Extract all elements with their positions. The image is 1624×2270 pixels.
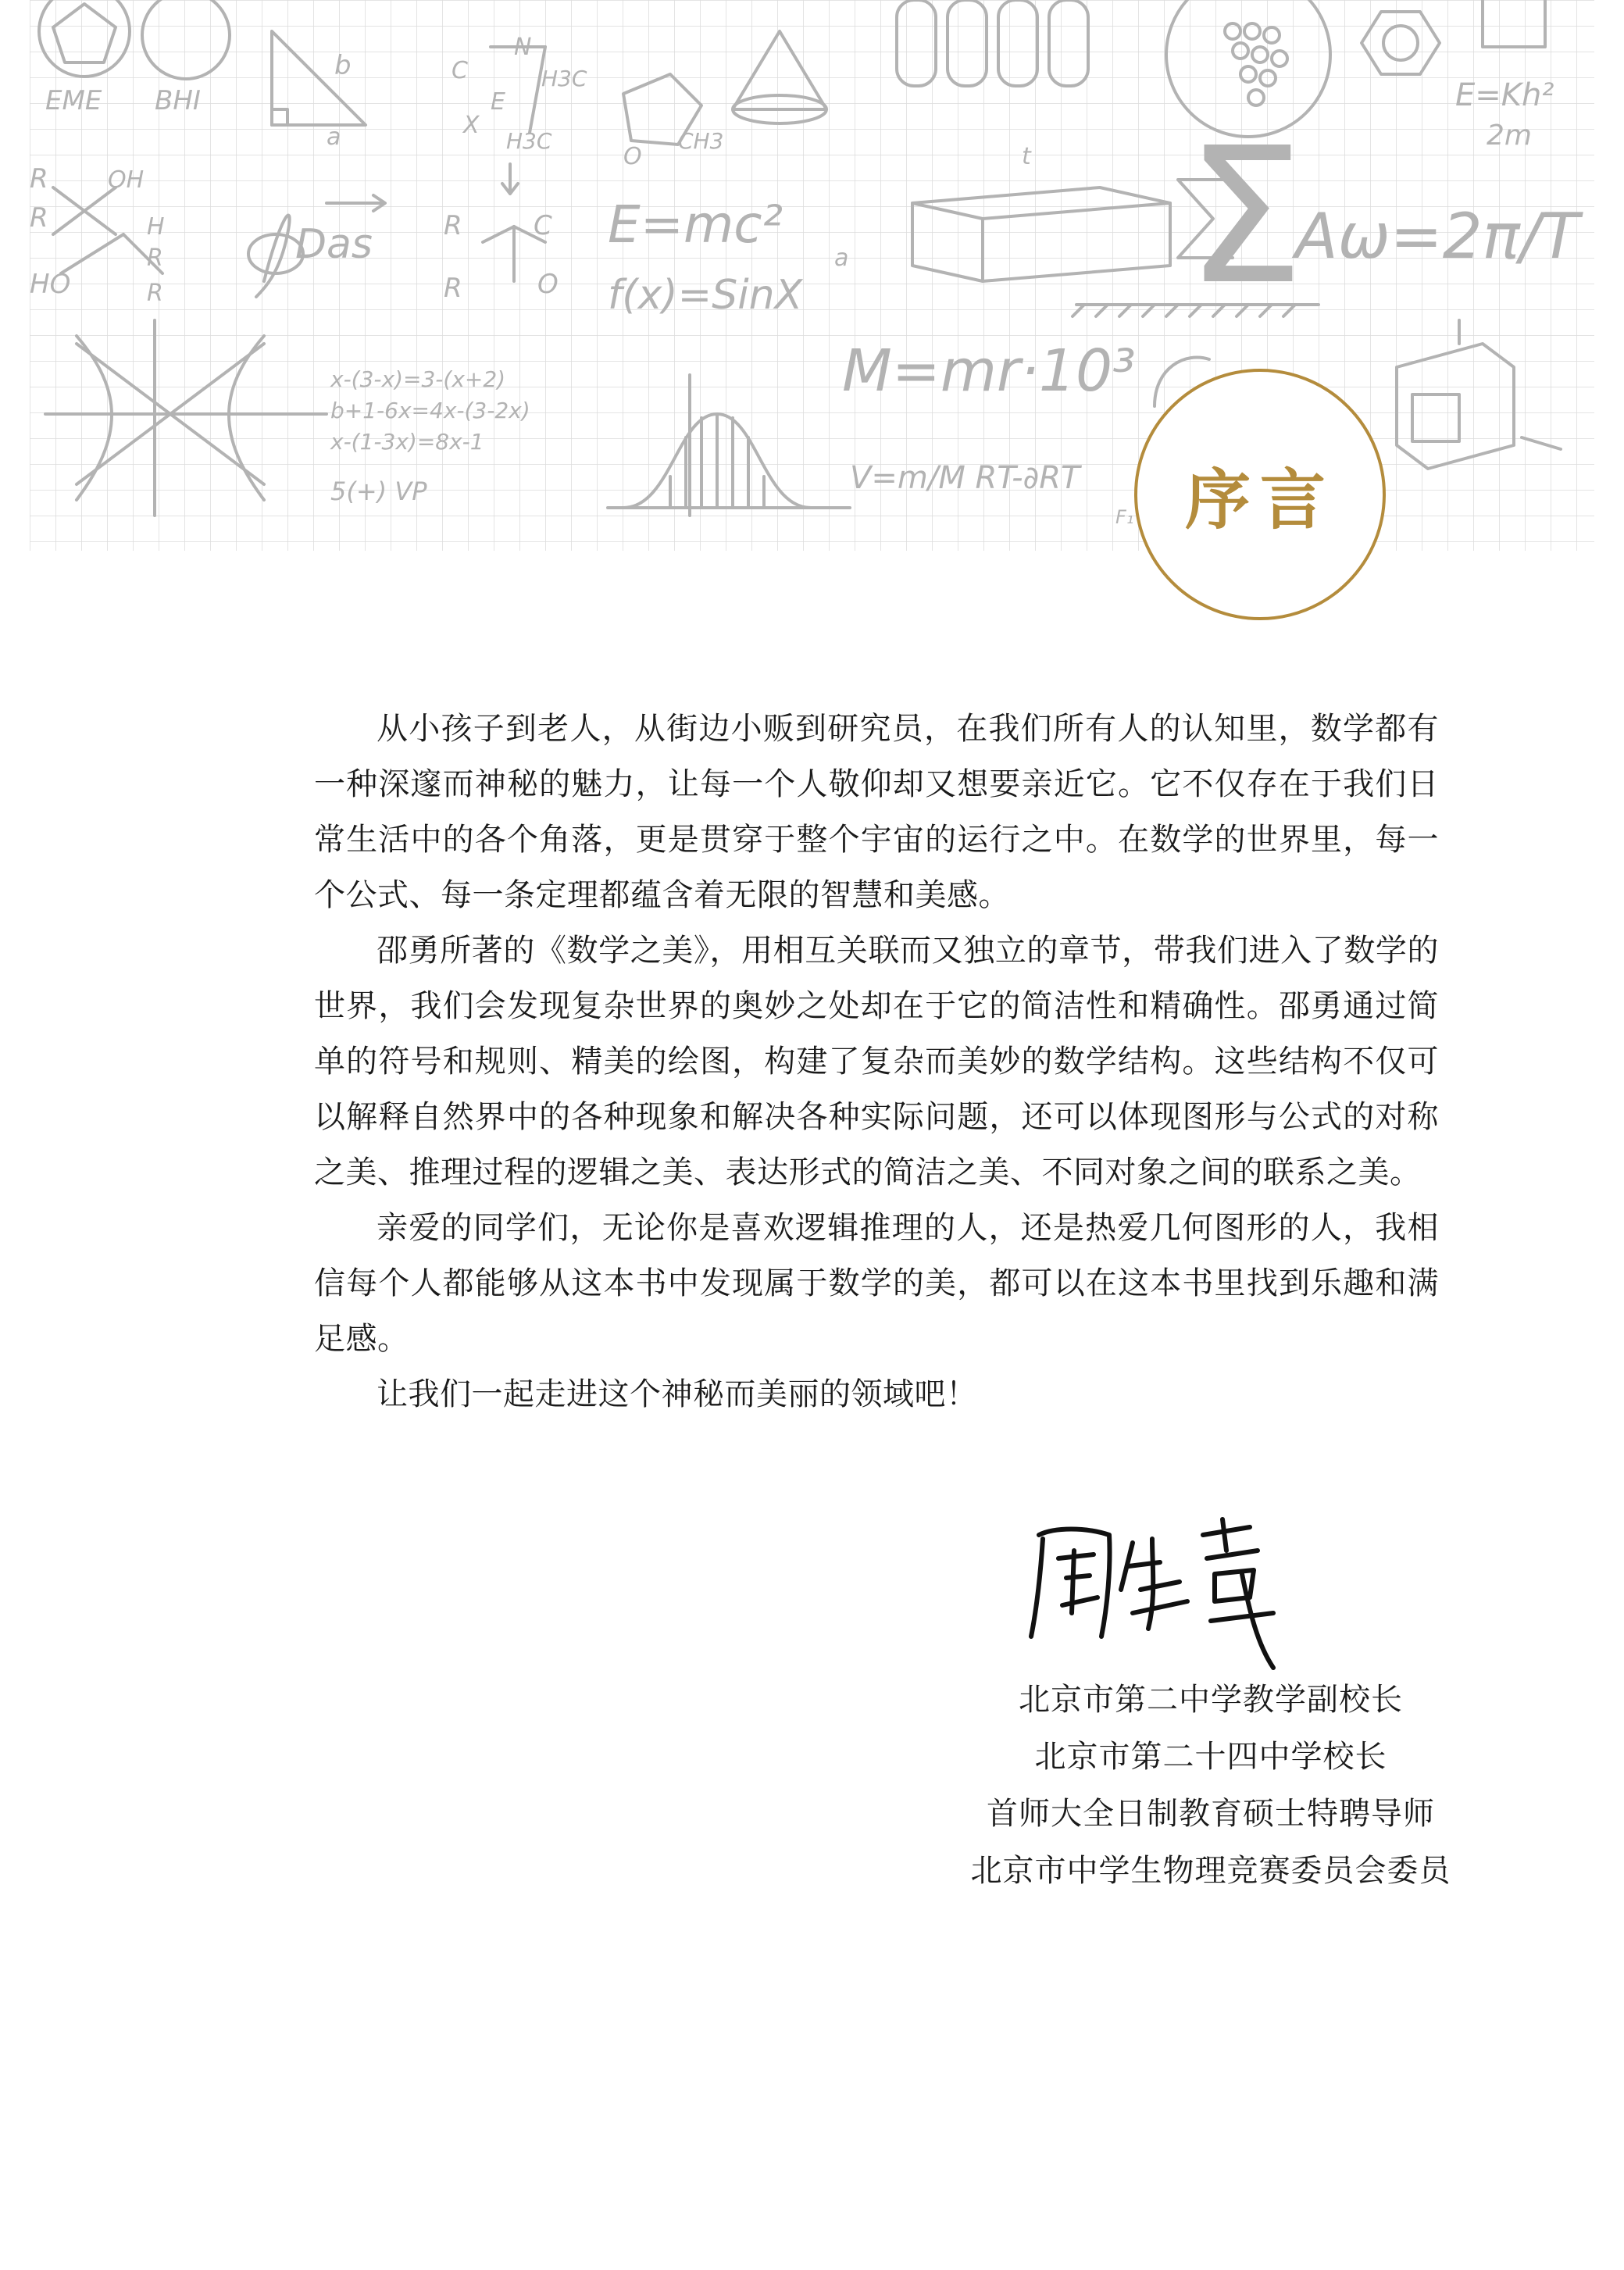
svg-text:t: t	[1022, 143, 1031, 170]
svg-text:x-(3-x)=3-(x+2): x-(3-x)=3-(x+2)	[330, 366, 506, 392]
author-title-2: 北京市第二十四中学校长	[1034, 1739, 1387, 1775]
svg-text:Aω=2π/T: Aω=2π/T	[1295, 200, 1579, 273]
svg-text:CH3: CH3	[678, 128, 724, 154]
svg-text:E=Kh²: E=Kh²	[1455, 77, 1554, 113]
title-badge	[1134, 369, 1386, 620]
svg-text:H: H	[147, 213, 165, 241]
svg-text:R: R	[30, 163, 48, 195]
svg-text:H3C: H3C	[541, 66, 587, 91]
svg-text:R: R	[147, 280, 163, 307]
author-title-4: 北京市中学生物理竞赛委员会委员	[970, 1853, 1451, 1889]
svg-text:C: C	[534, 210, 552, 241]
svg-text:F₁: F₁	[1115, 506, 1134, 528]
author-title-3: 首师大全日制教育硕士特聘导师	[987, 1796, 1435, 1832]
author-title-1: 北京市第二中学教学副校长	[1019, 1682, 1403, 1718]
paragraph-3: 亲爱的同学们，无论你是喜欢逻辑推理的人，还是热爱几何图形的人，我相信每个人都能够从这本书中发现属于数学的美，都可以在这本书里找到乐趣和满足感。	[314, 1210, 1439, 1357]
svg-text:V=m/M RT-∂RT: V=m/M RT-∂RT	[850, 460, 1080, 496]
svg-text:R: R	[147, 244, 163, 272]
svg-text:x-(1-3x)=8x-1: x-(1-3x)=8x-1	[330, 429, 484, 455]
svg-text:Σ: Σ	[1186, 107, 1305, 326]
svg-text:N: N	[514, 34, 532, 61]
svg-text:2m: 2m	[1487, 120, 1532, 152]
svg-text:R: R	[30, 202, 48, 234]
svg-text:Das: Das	[295, 221, 373, 268]
svg-text:a: a	[327, 123, 341, 151]
svg-text:R: R	[444, 210, 462, 241]
paragraph-1: 从小孩子到老人，从街边小贩到研究员，在我们所有人的认知里，数学都有一种深邃而神秘的魅力，让每一个人敬仰却又想要亲近它。它不仅存在于我们日常生活中的各个角落，更是贯穿于整个宇宙的运行之中。在数学的世界里，每一个公式、每一条定理都蕴含着无限的智慧和美感。	[314, 711, 1439, 913]
svg-text:f(x)=SinX: f(x)=SinX	[608, 272, 803, 319]
page-title: 序言	[1184, 460, 1335, 538]
signature-image	[1023, 1504, 1351, 1676]
paragraph-2: 邵勇所著的《数学之美》，用相互关联而又独立的章节，带我们进入了数学的世界，我们会发现复杂世界的奥妙之处却在于它的简洁性和精确性。邵勇通过简单的符号和规则、精美的绘图，构建了复杂而美妙的数学结构。这些结构不仅可以解释自然界中的各种现象和解决各种实际问题，还可以体现图形与公式的对称之美、推理过程的逻辑之美、表达形式的简洁之美、不同对象之间的联系之美。	[314, 933, 1439, 1190]
svg-text:E: E	[491, 88, 505, 116]
author-signature	[1023, 1504, 1351, 1676]
svg-text:H3C: H3C	[506, 128, 552, 154]
svg-text:EME: EME	[45, 85, 102, 116]
svg-text:OH: OH	[108, 166, 145, 194]
svg-text:E=mc²: E=mc²	[608, 195, 783, 255]
svg-text:b: b	[334, 50, 352, 81]
svg-text:5(+) VP: 5(+) VP	[330, 476, 427, 506]
svg-text:a: a	[834, 244, 849, 272]
preface-body	[314, 701, 1439, 1422]
svg-text:O: O	[623, 143, 642, 170]
svg-text:b+1-6x=4x-(3-2x): b+1-6x=4x-(3-2x)	[330, 398, 530, 423]
paragraph-4: 让我们一起走进这个神秘而美丽的领域吧！	[377, 1376, 978, 1412]
svg-text:O: O	[537, 269, 559, 300]
svg-text:BHI: BHI	[155, 85, 201, 116]
svg-text:X: X	[463, 112, 480, 139]
svg-text:M=mr·10³: M=mr·10³	[842, 337, 1136, 405]
author-titles	[859, 1672, 1562, 1900]
svg-text:R: R	[444, 273, 462, 304]
svg-text:HO: HO	[30, 269, 71, 300]
svg-text:C: C	[452, 57, 468, 84]
